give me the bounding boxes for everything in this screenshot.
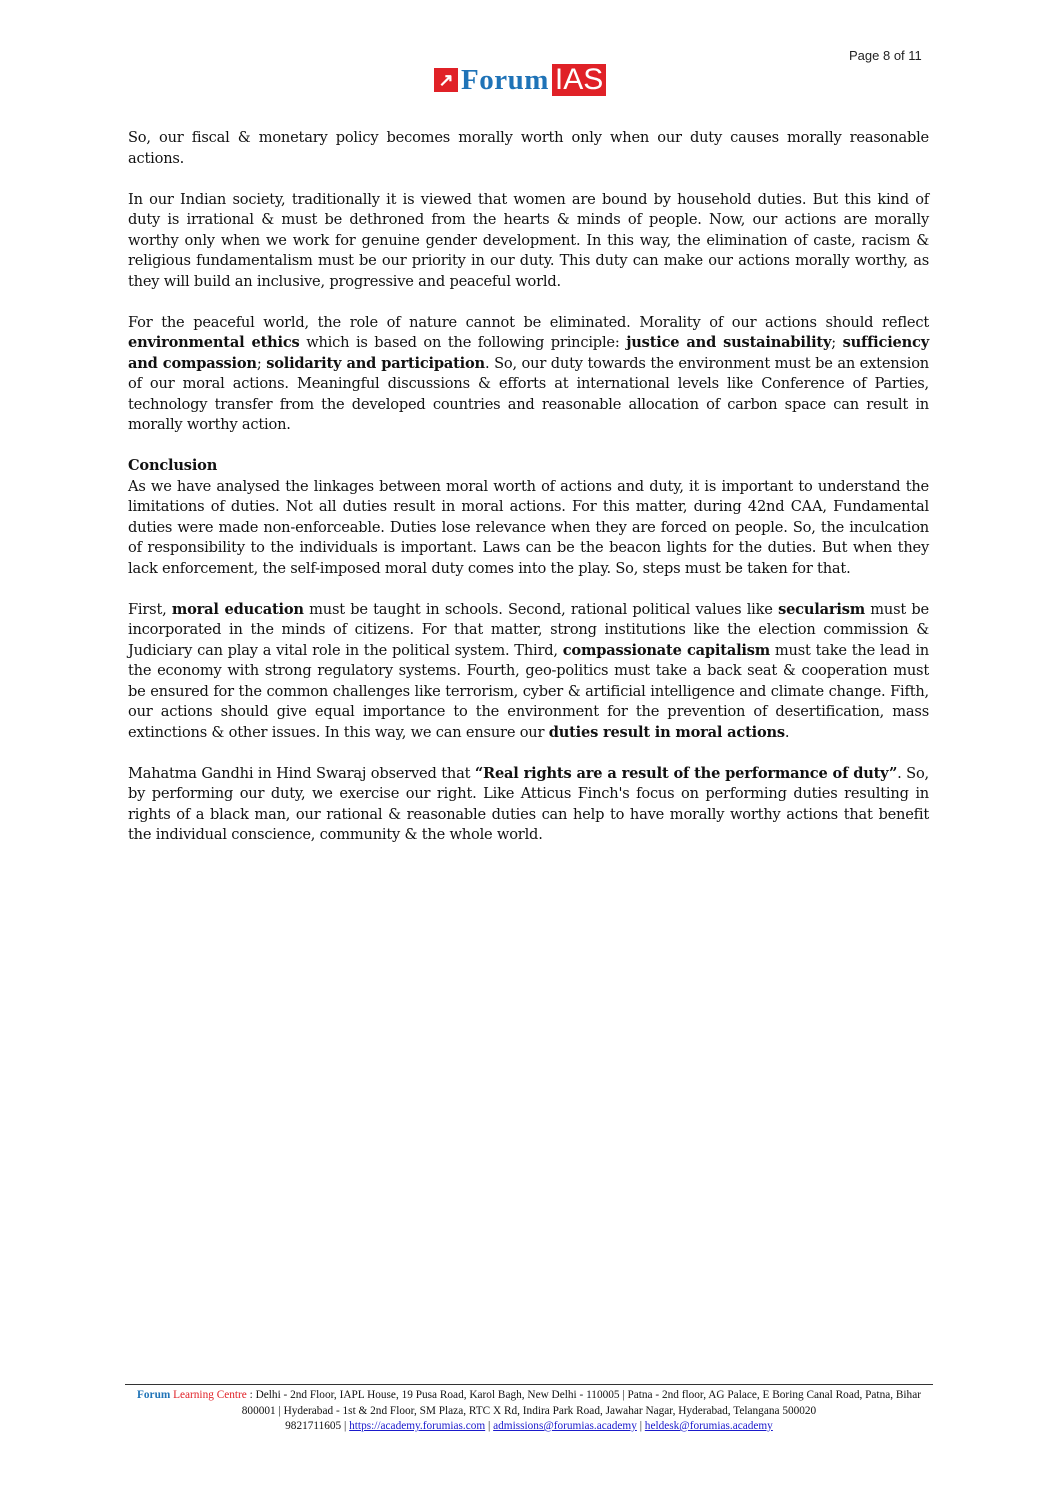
text: For the peaceful world, the role of nature cannot be eliminated. Morality of our actions should reflect — [128, 313, 929, 331]
paragraph-environment — [128, 313, 929, 436]
arrow-icon: ↗ — [434, 68, 458, 92]
bold-text: Conclusion — [128, 457, 218, 474]
admissions-email-link[interactable]: admissions@forumias.academy — [493, 1420, 637, 1432]
bold-text: solidarity and participation — [266, 354, 485, 372]
text: Mahatma Gandhi in Hind Swaraj observed that — [128, 764, 475, 782]
page-number: Page 8 of 11 — [849, 48, 922, 63]
website-link[interactable]: https://academy.forumias.com — [349, 1420, 486, 1432]
text: must be incorporated in the minds of citizens. For that matter, strong institutions like the election commission & Judiciary can play a vital role in the political system. Third, — [128, 600, 929, 659]
footer-phone: 9821711605 — [285, 1420, 342, 1432]
forumias-logo — [434, 64, 606, 96]
paragraph-intro — [128, 128, 929, 169]
text: which is based on the following principle: — [299, 334, 627, 351]
bold-text: duties result in moral actions — [548, 723, 785, 741]
bold-text: compassionate capitalism — [562, 641, 771, 659]
logo-ias: IAS — [552, 64, 606, 96]
footer-brand-centre: Learning Centre — [173, 1389, 247, 1401]
footer-brand-forum: Forum — [137, 1389, 171, 1401]
text: First, — [128, 600, 172, 618]
bold-text: justice and sustainability — [626, 334, 832, 351]
footer-address: Delhi - 2nd Floor, IAPL House, 19 Pusa Road, Karol Bagh, New Delhi - 110005 | Patna - 2nd floor, AG Palace, E Boring Canal Road, Patna, Bihar 800001 | Hyderabad - 1st & 2nd Floor, SM Plaza, RTC X Rd, Indira Park Road, Jawahar Nagar, Hyderabad, Telangana 500020 — [241, 1389, 921, 1417]
text: In our Indian society, traditionally it is viewed that women are bound by household duties. But this kind of duty is irrational & must be dethroned from the hearts & minds of people. Now, our actions are morally worthy only when we work for genuine gender development. In this way, the elimination of caste, racism & religious fundamentalism must be our priority in our duty. This duty can make our actions morally worthy, as they will build an inclusive, progressive and peaceful world. — [128, 190, 929, 290]
logo-forum: Forum — [461, 63, 549, 96]
text: must take the lead in the economy with strong regulatory systems. Fourth, geo-politics must take a back seat & cooperation must be ensured for the common challenges like terrorism, cyber & artificial intelligence and climate change. Fifth, our actions should give equal importance to the environment for the prevention of desertification, mass extinctions & other issues. In this way, we can ensure our — [128, 641, 929, 741]
paragraph-gender — [128, 190, 929, 293]
paragraph-steps — [128, 600, 929, 744]
footer: Forum Learning Centre : Delhi - 2nd Floor, IAPL House, 19 Pusa Road, Karol Bagh, New Delhi - 110005 | Patna - 2nd floor, AG Palace, E Boring Canal Road, Patna, Bihar 800001 | Hyderabad - 1st & 2nd Floor, SM Plaza, RTC X Rd, Indira Park Road, Jawahar Nagar, Hyderabad, Telangana 500020 9821711605 | https://academy.forumias.com | admissions@forumias.academy | heldesk@forumias.academy — [125, 1384, 933, 1435]
bold-text: sufficiency and compassion — [128, 334, 930, 372]
bold-text: moral education — [171, 600, 304, 618]
text: must be taught in schools. Second, rational political values like — [303, 600, 779, 618]
paragraph-gandhi — [128, 764, 929, 846]
footer-separator: : — [249, 1389, 253, 1401]
text: ; — [831, 334, 843, 351]
text: . — [784, 723, 790, 741]
text: . So, our duty towards the environment must be an extension of our moral actions. Meaningful discussions & efforts at international levels like Conference of Parties, technology transfer from the developed countries and reasonable allocation of carbon space can result in morally worthy action. — [128, 354, 929, 433]
text: So, our fiscal & monetary policy becomes morally worth only when our duty causes morally reasonable actions. — [128, 129, 929, 167]
bold-text: environmental ethics — [128, 334, 300, 351]
bold-text: secularism — [778, 600, 865, 618]
text: ; — [256, 354, 267, 372]
paragraph-conclusion — [128, 456, 929, 579]
text: As we have analysed the linkages between moral worth of actions and duty, it is important to understand the limitations of duties. Not all duties result in moral actions. For this matter, during 42nd CAA, Fundamental duties were made non-enforceable. Duties lose relevance when they are forced on people. So, the inculcation of responsibility to the individuals is important. Laws can be the beacon lights for the duties. But when they lack enforcement, the self-imposed moral duty comes into the play. So, steps must be taken for that. — [128, 477, 929, 577]
text: . So, by performing our duty, we exercise our right. Like Atticus Finch's focus on performing duties resulting in rights of a black man, our rational & reasonable duties can help to have morally worthy actions that benefit the individual conscience, community & the whole world. — [128, 764, 929, 843]
bold-text: “Real rights are a result of the performance of duty” — [474, 764, 898, 782]
helpdesk-email-link[interactable]: heldesk@forumias.academy — [644, 1420, 773, 1432]
document-body — [128, 128, 929, 866]
